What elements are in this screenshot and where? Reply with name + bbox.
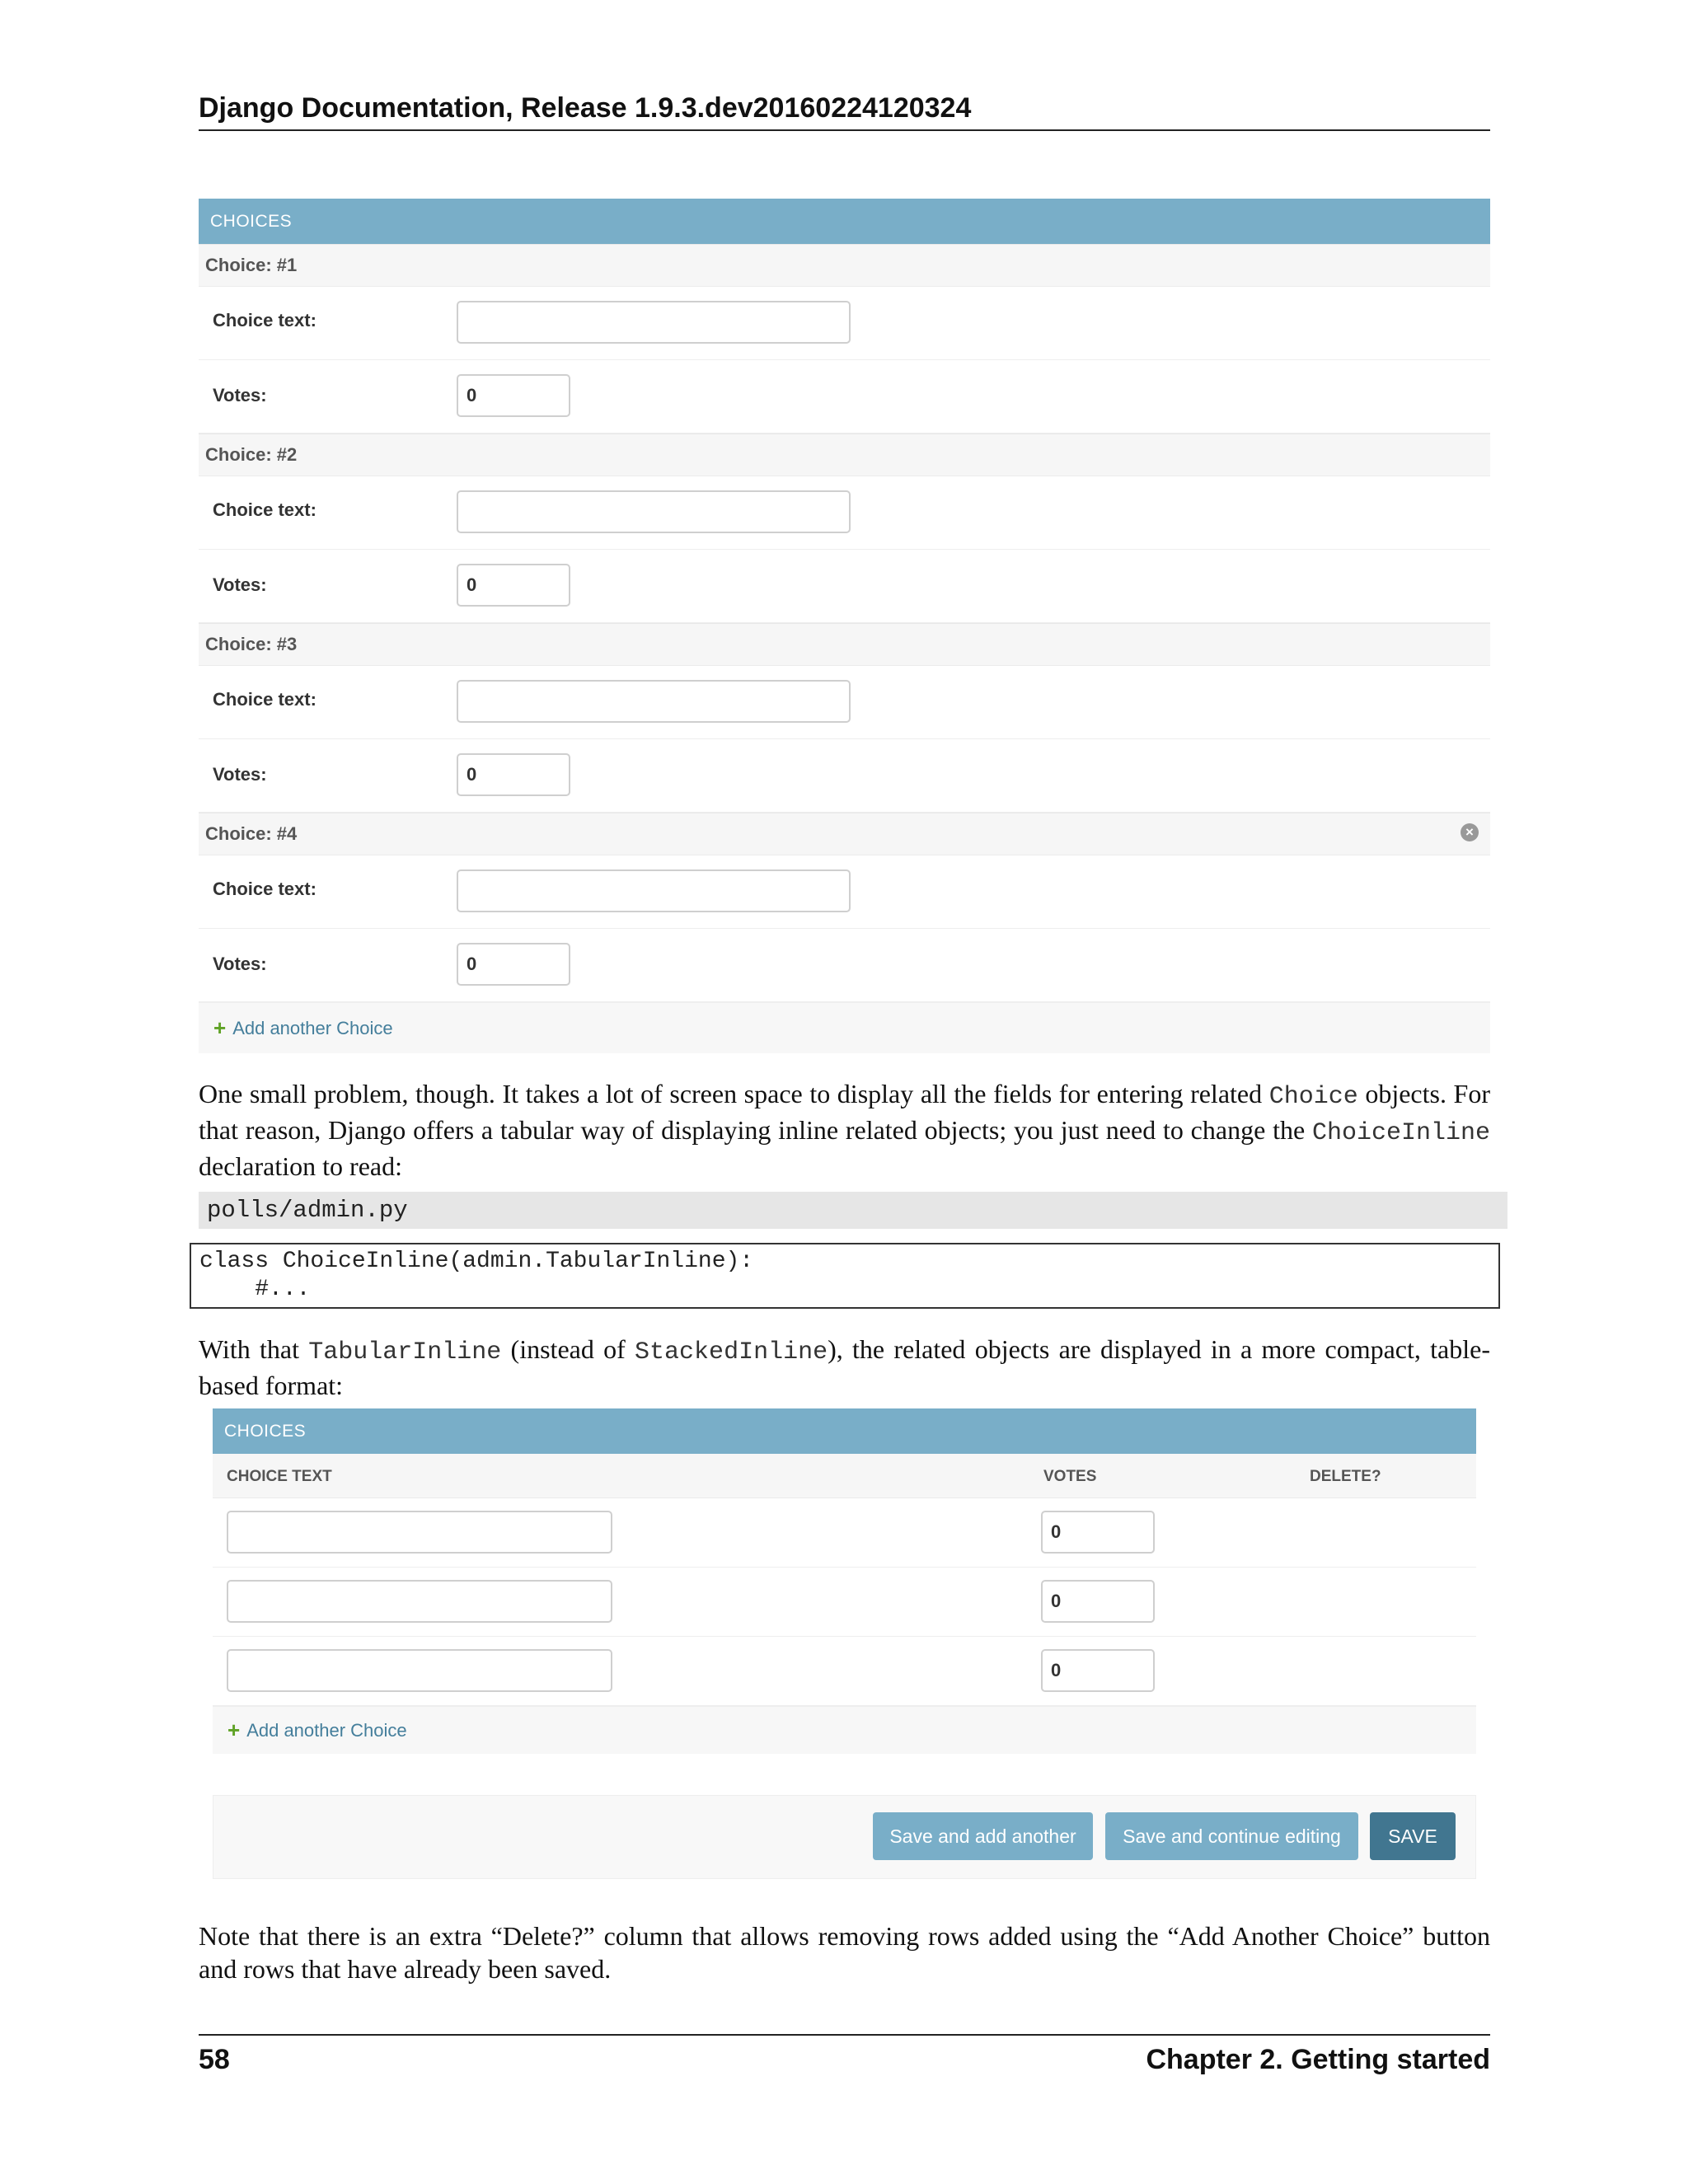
text-run: With that — [199, 1334, 309, 1364]
choice-text-input[interactable] — [227, 1580, 612, 1623]
votes-input[interactable]: 0 — [457, 753, 570, 796]
save-and-continue-button[interactable]: Save and continue editing — [1105, 1812, 1358, 1860]
text-run: declaration to read: — [199, 1151, 402, 1181]
votes-label: Votes: — [213, 954, 267, 974]
plus-icon: + — [213, 1015, 227, 1040]
tabular-header-row — [213, 1454, 1476, 1498]
tabular-inline-title: CHOICES — [213, 1408, 1476, 1454]
text-run: (instead of — [501, 1334, 635, 1364]
paragraph-delete-note: Note that there is an extra “Delete?” column that allows removing rows added using the “Add Another Choice” button and rows that have already been saved. — [199, 1921, 1490, 1984]
column-header-delete: DELETE? — [1310, 1468, 1381, 1485]
save-and-add-another-button[interactable]: Save and add another — [873, 1812, 1093, 1860]
votes-row — [199, 739, 1490, 813]
votes-label: Votes: — [213, 764, 267, 785]
votes-row — [199, 550, 1490, 623]
choice-text-input[interactable] — [227, 1511, 612, 1554]
choice-text-label: Choice text: — [213, 310, 316, 330]
choice-text-input[interactable] — [457, 490, 851, 533]
add-another-choice-link[interactable] — [213, 1706, 1476, 1754]
choice-text-label: Choice text: — [213, 689, 316, 710]
code-caption: polls/admin.py — [199, 1192, 1507, 1229]
code-line: #... — [199, 1277, 311, 1302]
text-run: ), the related objects are displayed in a more compact, table-based format: — [199, 1334, 1491, 1400]
votes-label: Votes: — [213, 574, 267, 595]
paragraph-tabular-result — [199, 1333, 1490, 1402]
choice-text-label: Choice text: — [213, 879, 316, 899]
choice-text-label: Choice text: — [213, 499, 316, 520]
choice-group-header: Choice: #2 — [199, 434, 1490, 476]
choice-text-input[interactable] — [457, 680, 851, 723]
plus-icon: + — [227, 1718, 241, 1742]
chapter-title: Chapter 2. Getting started — [1146, 2044, 1490, 2075]
text-run: One small problem, though. It takes a lot of screen space to display all the fields for entering related — [199, 1079, 1269, 1108]
header-rule — [199, 129, 1490, 131]
choice-text-input[interactable] — [457, 301, 851, 344]
votes-input[interactable]: 0 — [1041, 1580, 1155, 1623]
choice-text-input[interactable] — [457, 869, 851, 912]
add-another-choice-label: Add another Choice — [246, 1719, 407, 1741]
choice-text-row — [199, 287, 1490, 360]
paragraph-tabular-intro — [199, 1077, 1490, 1183]
votes-label: Votes: — [213, 385, 267, 405]
choice-text-row — [199, 855, 1490, 929]
running-header: Django Documentation, Release 1.9.3.dev20160224120324 — [199, 92, 972, 124]
choice-text-input[interactable] — [227, 1649, 612, 1692]
choice-text-row — [199, 476, 1490, 550]
choice-group-header: Choice: #3 — [199, 623, 1490, 666]
save-button[interactable]: SAVE — [1370, 1812, 1456, 1860]
inline-code: ChoiceInline — [1311, 1119, 1490, 1147]
inline-code: TabularInline — [308, 1338, 502, 1366]
code-line: class ChoiceInline(admin.TabularInline): — [199, 1249, 754, 1274]
page-number: 58 — [199, 2044, 230, 2075]
text-run: objects. For that reason, Django offers a tabular way of displaying inline related objects; you just need to change the — [199, 1079, 1491, 1145]
choice-text-row — [199, 666, 1490, 739]
add-another-choice-label: Add another Choice — [232, 1017, 393, 1038]
votes-input[interactable]: 0 — [457, 374, 570, 417]
votes-input[interactable]: 0 — [457, 943, 570, 986]
choice-group-header: Choice: #1 — [199, 244, 1490, 287]
inline-code: Choice — [1268, 1083, 1358, 1111]
table-row — [213, 1498, 1476, 1568]
delete-row-icon[interactable]: × — [1461, 823, 1479, 841]
column-header-choice-text: CHOICE TEXT — [227, 1468, 332, 1485]
votes-input[interactable]: 0 — [457, 564, 570, 607]
table-row — [213, 1637, 1476, 1706]
votes-row — [199, 360, 1490, 434]
footer-rule — [199, 2034, 1490, 2036]
votes-input[interactable]: 0 — [1041, 1511, 1155, 1554]
choice-group-header: Choice: #4 — [199, 813, 1490, 855]
inline-code: StackedInline — [635, 1338, 828, 1366]
votes-input[interactable]: 0 — [1041, 1649, 1155, 1692]
stacked-inline-title: CHOICES — [199, 199, 1490, 244]
table-row — [213, 1568, 1476, 1637]
votes-row — [199, 929, 1490, 1002]
column-header-votes: VOTES — [1043, 1468, 1097, 1485]
add-another-choice-link[interactable] — [199, 1002, 1490, 1053]
code-block — [190, 1243, 1500, 1309]
